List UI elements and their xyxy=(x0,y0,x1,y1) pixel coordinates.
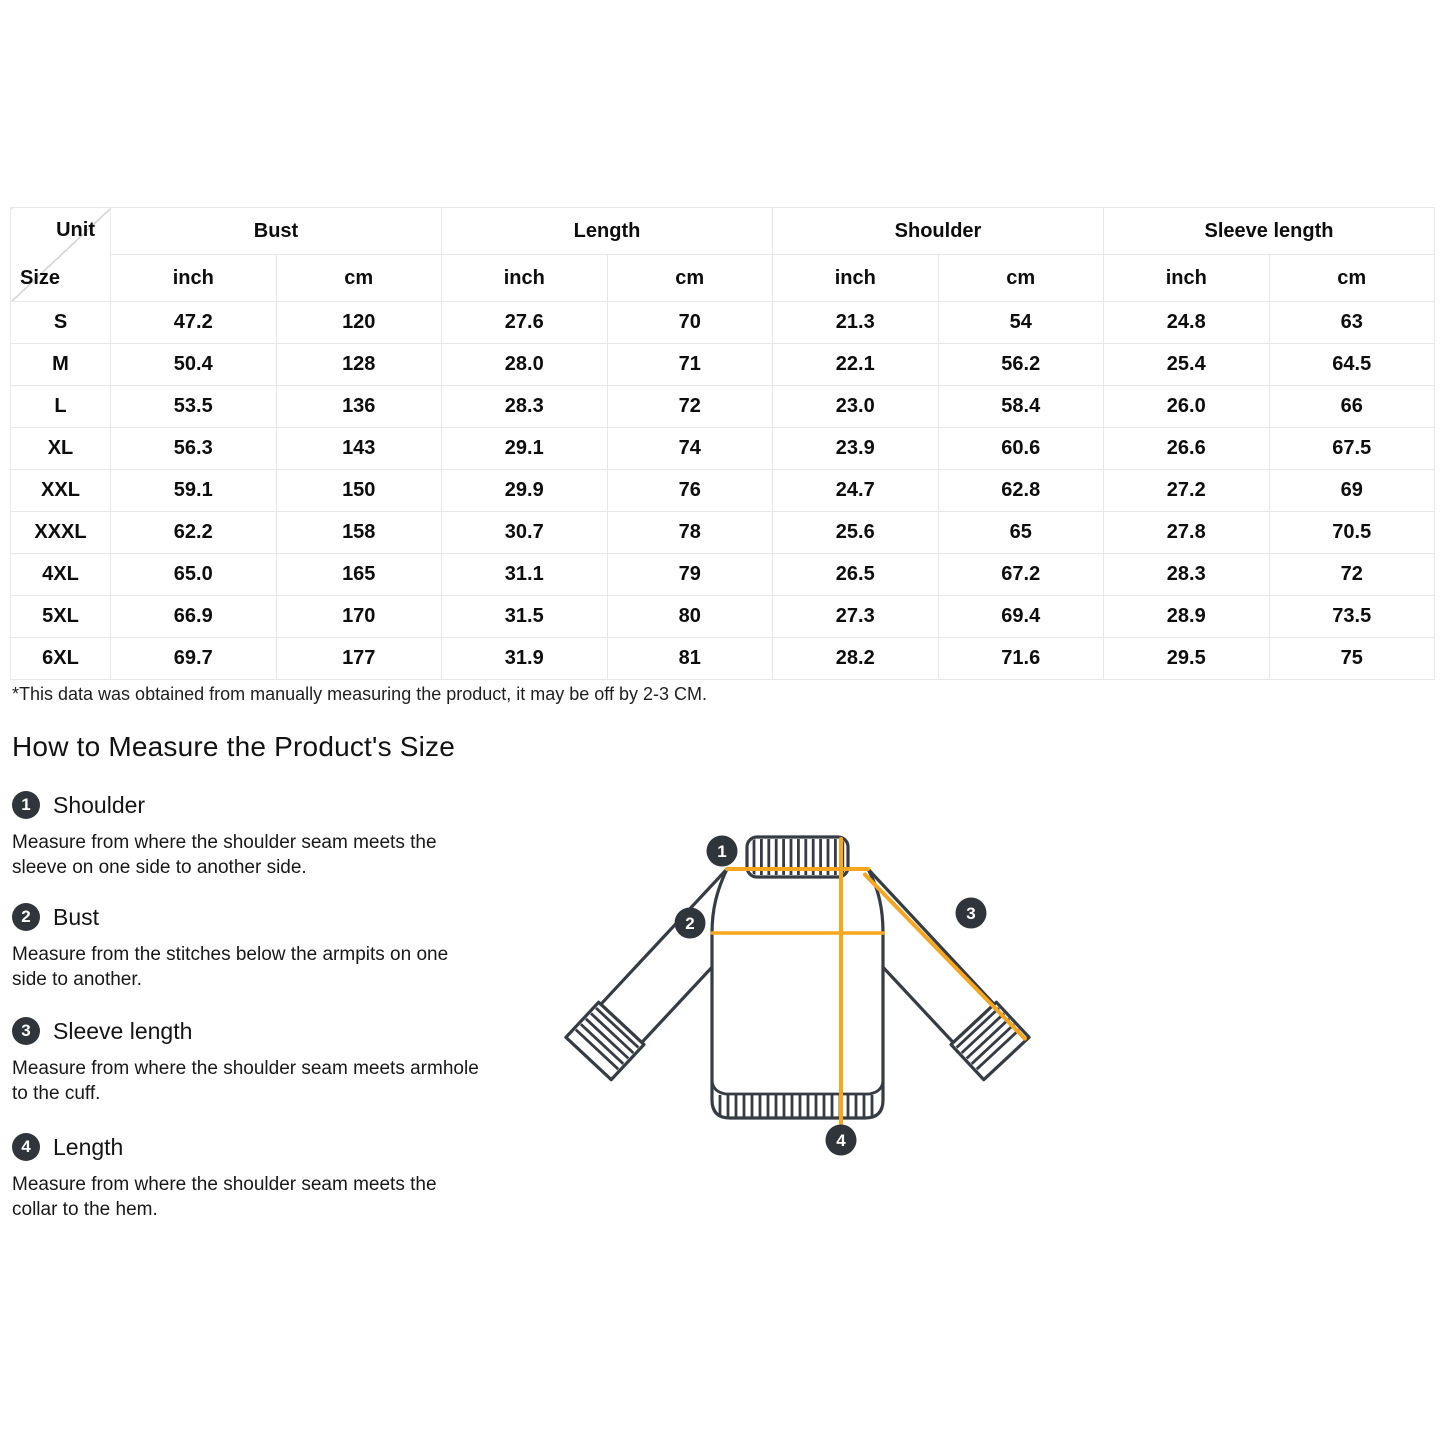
value-cell: 27.6 xyxy=(442,302,608,344)
table-row xyxy=(11,554,1435,596)
size-cell: 4XL xyxy=(11,554,111,596)
table-footnote: *This data was obtained from manually measuring the product, it may be off by 2-3 CM. xyxy=(12,684,708,704)
value-cell: 29.5 xyxy=(1104,638,1270,680)
value-cell: 65.0 xyxy=(111,554,277,596)
measure-item-header xyxy=(12,903,517,931)
value-cell: 28.3 xyxy=(442,386,608,428)
value-cell: 69.7 xyxy=(111,638,277,680)
value-cell: 47.2 xyxy=(111,302,277,344)
value-cell: 71.6 xyxy=(938,638,1104,680)
value-cell: 165 xyxy=(276,554,442,596)
table-row xyxy=(11,344,1435,386)
value-cell: 66.9 xyxy=(111,596,277,638)
measure-item-shoulder xyxy=(12,791,517,880)
size-cell: S xyxy=(11,302,111,344)
svg-text:2: 2 xyxy=(685,914,695,933)
value-cell: 31.9 xyxy=(442,638,608,680)
size-chart-table xyxy=(10,207,1435,680)
item-number-badge: 2 xyxy=(12,903,40,931)
measure-item-header xyxy=(12,1133,517,1161)
size-cell: XXL xyxy=(11,470,111,512)
value-cell: 21.3 xyxy=(773,302,939,344)
value-cell: 170 xyxy=(276,596,442,638)
value-cell: 56.3 xyxy=(111,428,277,470)
value-cell: 69 xyxy=(1269,470,1435,512)
value-cell: 72 xyxy=(1269,554,1435,596)
table-row xyxy=(11,596,1435,638)
table-header-row-groups xyxy=(11,208,1435,255)
svg-text:4: 4 xyxy=(836,1131,846,1150)
value-cell: 26.5 xyxy=(773,554,939,596)
diagram-badge-2 xyxy=(675,908,706,939)
diagram-badge-3 xyxy=(956,898,987,929)
group-header-shoulder: Shoulder xyxy=(773,208,1104,255)
size-cell: 5XL xyxy=(11,596,111,638)
measure-item-sleeve-length xyxy=(12,1017,517,1106)
group-header-length: Length xyxy=(442,208,773,255)
value-cell: 23.9 xyxy=(773,428,939,470)
corner-unit-label: Unit xyxy=(56,219,95,241)
size-cell: L xyxy=(11,386,111,428)
value-cell: 72 xyxy=(607,386,773,428)
value-cell: 25.6 xyxy=(773,512,939,554)
value-cell: 24.7 xyxy=(773,470,939,512)
item-number-badge: 1 xyxy=(12,791,40,819)
unit-header: cm xyxy=(1269,255,1435,302)
item-number-badge: 3 xyxy=(12,1017,40,1045)
value-cell: 53.5 xyxy=(111,386,277,428)
measure-item-bust xyxy=(12,903,517,992)
value-cell: 67.2 xyxy=(938,554,1104,596)
value-cell: 81 xyxy=(607,638,773,680)
value-cell: 80 xyxy=(607,596,773,638)
value-cell: 69.4 xyxy=(938,596,1104,638)
value-cell: 70 xyxy=(607,302,773,344)
value-cell: 62.2 xyxy=(111,512,277,554)
value-cell: 31.5 xyxy=(442,596,608,638)
item-description: Measure from the stitches below the armpits on one side to another. xyxy=(12,944,449,990)
value-cell: 67.5 xyxy=(1269,428,1435,470)
size-cell: 6XL xyxy=(11,638,111,680)
value-cell: 136 xyxy=(276,386,442,428)
value-cell: 28.0 xyxy=(442,344,608,386)
value-cell: 128 xyxy=(276,344,442,386)
item-description: Measure from where the shoulder seam meets armhole to the cuff. xyxy=(12,1058,479,1104)
value-cell: 26.0 xyxy=(1104,386,1270,428)
svg-text:3: 3 xyxy=(966,904,976,923)
unit-header: cm xyxy=(276,255,442,302)
corner-size-label: Size xyxy=(20,267,61,289)
value-cell: 28.2 xyxy=(773,638,939,680)
item-number-badge: 4 xyxy=(12,1133,40,1161)
table-row xyxy=(11,302,1435,344)
value-cell: 60.6 xyxy=(938,428,1104,470)
size-table-body xyxy=(11,302,1435,680)
diagram-badge-4 xyxy=(826,1125,857,1156)
section-heading: How to Measure the Product's Size xyxy=(12,731,456,762)
unit-header: inch xyxy=(773,255,939,302)
value-cell: 74 xyxy=(607,428,773,470)
table-header-row-units xyxy=(11,255,1435,302)
value-cell: 62.8 xyxy=(938,470,1104,512)
measure-item-header xyxy=(12,1017,517,1045)
item-title: Shoulder xyxy=(53,791,146,818)
unit-header: cm xyxy=(607,255,773,302)
value-cell: 25.4 xyxy=(1104,344,1270,386)
sweater-body xyxy=(712,869,883,1118)
size-cell: XXXL xyxy=(11,512,111,554)
item-title: Bust xyxy=(53,903,100,930)
value-cell: 63 xyxy=(1269,302,1435,344)
unit-header: cm xyxy=(938,255,1104,302)
value-cell: 64.5 xyxy=(1269,344,1435,386)
value-cell: 26.6 xyxy=(1104,428,1270,470)
value-cell: 24.8 xyxy=(1104,302,1270,344)
value-cell: 29.9 xyxy=(442,470,608,512)
size-cell: XL xyxy=(11,428,111,470)
value-cell: 59.1 xyxy=(111,470,277,512)
value-cell: 65 xyxy=(938,512,1104,554)
value-cell: 27.8 xyxy=(1104,512,1270,554)
item-title: Sleeve length xyxy=(53,1017,193,1044)
value-cell: 28.3 xyxy=(1104,554,1270,596)
value-cell: 143 xyxy=(276,428,442,470)
unit-size-corner-cell xyxy=(11,208,111,302)
unit-header: inch xyxy=(111,255,277,302)
value-cell: 79 xyxy=(607,554,773,596)
item-description: Measure from where the shoulder seam meets the collar to the hem. xyxy=(12,1174,437,1220)
value-cell: 50.4 xyxy=(111,344,277,386)
item-description: Measure from where the shoulder seam meets the sleeve on one side to another side. xyxy=(12,832,437,878)
value-cell: 75 xyxy=(1269,638,1435,680)
measure-item-header xyxy=(12,791,517,819)
value-cell: 22.1 xyxy=(773,344,939,386)
value-cell: 29.1 xyxy=(442,428,608,470)
value-cell: 23.0 xyxy=(773,386,939,428)
value-cell: 76 xyxy=(607,470,773,512)
svg-text:1: 1 xyxy=(717,842,727,861)
value-cell: 66 xyxy=(1269,386,1435,428)
diagram-badge-1 xyxy=(707,836,738,867)
measure-item-length xyxy=(12,1133,517,1222)
group-header-sleeve-length: Sleeve length xyxy=(1104,208,1435,255)
unit-header: inch xyxy=(442,255,608,302)
size-cell: M xyxy=(11,344,111,386)
value-cell: 30.7 xyxy=(442,512,608,554)
value-cell: 78 xyxy=(607,512,773,554)
value-cell: 120 xyxy=(276,302,442,344)
table-row xyxy=(11,512,1435,554)
value-cell: 71 xyxy=(607,344,773,386)
value-cell: 31.1 xyxy=(442,554,608,596)
value-cell: 27.2 xyxy=(1104,470,1270,512)
value-cell: 158 xyxy=(276,512,442,554)
table-row xyxy=(11,386,1435,428)
table-row xyxy=(11,638,1435,680)
item-title: Length xyxy=(53,1133,124,1160)
value-cell: 177 xyxy=(276,638,442,680)
sweater-measure-diagram xyxy=(545,815,1105,1175)
group-header-bust: Bust xyxy=(111,208,442,255)
unit-header: inch xyxy=(1104,255,1270,302)
value-cell: 150 xyxy=(276,470,442,512)
value-cell: 56.2 xyxy=(938,344,1104,386)
table-row xyxy=(11,470,1435,512)
value-cell: 73.5 xyxy=(1269,596,1435,638)
value-cell: 58.4 xyxy=(938,386,1104,428)
value-cell: 27.3 xyxy=(773,596,939,638)
table-row xyxy=(11,428,1435,470)
value-cell: 28.9 xyxy=(1104,596,1270,638)
value-cell: 70.5 xyxy=(1269,512,1435,554)
size-chart-section xyxy=(10,207,1435,680)
value-cell: 54 xyxy=(938,302,1104,344)
